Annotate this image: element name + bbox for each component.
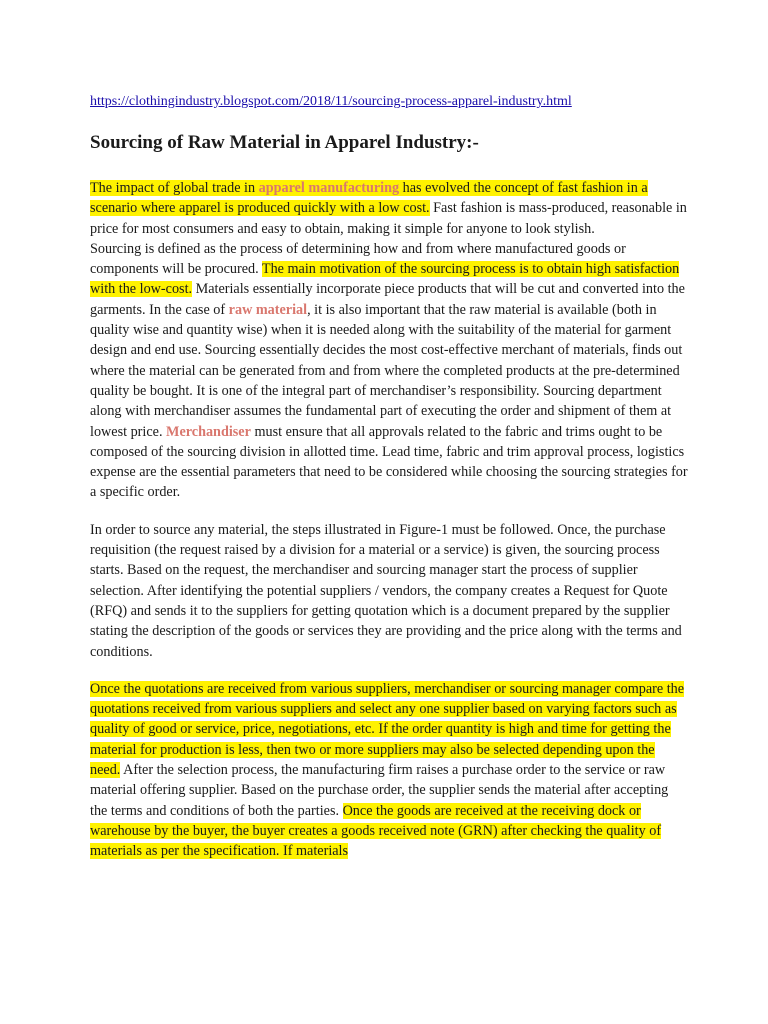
body-text: After the selection process, the manufacturing firm raises a purchase order to the service or raw material offering supplier. Based on the purchase order, the supplier sends the material after accepting the terms and conditions of both the parties. [90,762,669,819]
keyword-link[interactable]: apparel manufacturing [258,180,400,196]
highlighted-text: Once the goods are received at the receiving dock or warehouse by the buyer, the buyer creates a goods received note (GRN) after checking the quality of materials as per the specification. If materials [90,802,662,860]
highlighted-text: has evolved the concept of fast fashion in a scenario where apparel is produced quickly with a low cost. [90,180,648,217]
page-title: Sourcing of Raw Material in Apparel Industry:- [90,132,479,153]
body-text: , it is also important that the raw material is available (both in quality wise and quantity wise) when it is needed along with the suitability of the material for garment design and end use. Sourcing essentially decides the most cost-effective merchant of materials, finds out where the material can be generated from and from where the completed products at the pre-determined quality be bought. It is one of the integral part of merchandiser’s responsibility. Sourcing department along with merchandiser assumes the fundamental part of executing the order and shipment of them at lowest price. [90,301,683,440]
highlighted-text: Once the quotations are received from various suppliers, merchandiser or sourcing manager compare the quotations received from various suppliers and select any one supplier based on varying factors such as quality of good or service, price, negotiations, etc. If the order quantity is high and time for getting the material for production is less, then two or more suppliers may also be selected depending upon the need. [90,680,685,779]
body-text: In order to source any material, the steps illustrated in Figure-1 must be followed. Once, the purchase requisition (the request raised by a division for a material or a service) is given, the sourcing process starts. Based on the request, the merchandiser and sourcing manager start the process of supplier selection. After identifying the potential suppliers / vendors, the company creates a Request for Quote (RFQ) and sends it to the suppliers for getting quotation which is a document prepared by the supplier stating the description of the goods or services they are providing and the price along with the terms and conditions. [90,521,682,660]
body-text: Materials essentially incorporate piece products that will be cut and converted into the garments. In the case of [90,281,685,318]
highlighted-text: The impact of global trade in [90,180,259,196]
keyword-link[interactable]: raw material [228,301,308,318]
highlighted-text: The main motivation of the sourcing process is to obtain high satisfaction with the low-cost. [90,261,680,298]
paragraph-1 [90,178,688,239]
keyword-link[interactable]: Merchandiser [166,423,251,440]
body-text: Sourcing is defined as the process of determining how and from where manufactured goods or components will be procured. [90,240,626,278]
paragraph-3 [90,520,688,662]
paragraph-4 [90,679,688,862]
paragraph-2 [90,239,688,503]
source-link[interactable]: https://clothingindustry.blogspot.com/2018/11/sourcing-process-apparel-industry.html [90,94,572,109]
body-text: Fast fashion is mass-produced, reasonable in price for most consumers and easy to obtain, making it simple for anyone to look stylish. [90,200,687,237]
body-text: must ensure that all approvals related to the fabric and trims ought to be composed of the sourcing division in allotted time. Lead time, fabric and trim approval process, logistics expense are the essential parameters that need to be considered while choosing the sourcing strategies for a specific order. [90,423,688,501]
